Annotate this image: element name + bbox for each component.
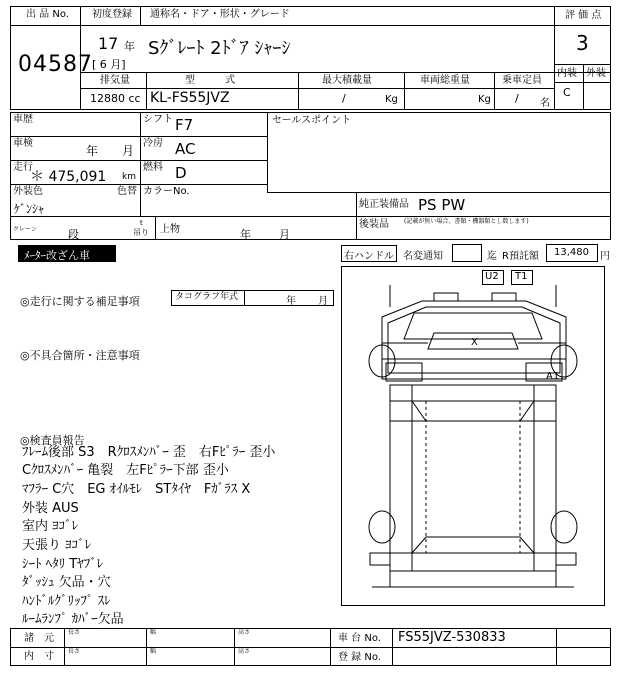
lot-no-label: 出 品 No. [26,9,69,20]
exterior-color-value: ｹﾞﾝｼｬ [14,202,45,216]
damage-mark-x: X [471,337,478,348]
aftermarket-note: (記載が無い場合、書類・機器類とし数します) [404,218,529,225]
chassis-no-label: 車 台 No. [338,633,381,644]
mileage-value: ＊ 475,091 [30,169,107,185]
mileage-unit: km [122,172,136,182]
crane-lift: 吊り [133,228,149,237]
inspection-month: 月 [122,144,135,158]
exterior-label: 外装 [586,68,606,79]
interior-label: 内装 [557,68,577,79]
vehicle-name-label: 通称名・ドア・形状・グレード [150,9,290,20]
deadline-label: 迄 [487,251,497,262]
fuel-value: D [175,164,187,182]
odometer-tampered-text: ﾒｰﾀｰ改ざん車 [24,249,90,262]
shift-value: F7 [175,116,194,134]
driving-notes-title: ◎走行に関する補足事項 [20,295,140,308]
inspection-year: 年 [86,144,99,158]
truck-outline-drawing [342,267,604,605]
capacity-value: / [515,92,519,105]
sales-point-label: セールスポイント [272,115,352,126]
year-unit: 年 [124,40,135,53]
crane-label: クレーン [13,226,37,233]
u2-mark: U2 [485,271,499,282]
vehicle-name: Sｸﾞﾚｰﾄ 2ﾄﾞｱ ｼｬｰｼ [148,38,291,59]
report-line: ﾙｰﾑﾗﾝﾌﾟ ｶﾊﾞｰ欠品 [22,612,124,627]
tachograph-month: 月 [318,296,328,307]
interior-width-label: 幅 [150,648,157,655]
tachograph-year: 年 [286,296,296,307]
max-load-label: 最大積載量 [322,75,372,86]
capacity-label: 乗車定員 [502,75,542,86]
report-line: 室内 ﾖｺﾞﾚ [22,519,79,534]
interior-length-label: 長さ [68,648,81,655]
max-load-unit: Kg [385,94,398,105]
fuel-label: 燃料 [143,162,163,173]
crane-t: t [140,219,143,227]
registration-no-label: 登 録 No. [338,652,381,663]
dimensions-label: 諸 元 [24,633,54,644]
width-label: 幅 [150,629,157,636]
body-year: 年 [240,228,251,241]
report-line: ﾊﾝﾄﾞﾙｸﾞﾘｯﾌﾟ ｽﾚ [22,594,111,609]
model-label: 型 式 [185,75,235,86]
equipment-value: PS PW [418,196,466,214]
chassis-no-value: FS55JVZ-530833 [398,630,506,645]
capacity-unit: 名 [540,98,550,109]
mileage-label: 走行 [13,162,33,173]
gross-weight-label: 車両総重量 [420,75,470,86]
recycle-deposit-label: R預託額 [502,251,539,262]
report-line: ﾀﾞｯｼｭ 欠品・穴 [22,575,111,590]
ac-label: 冷房 [143,138,163,149]
rhd-label: 右ハンドル [344,251,394,262]
history-label: 車歴 [13,114,33,125]
interior-grade: C [563,86,571,99]
report-line: ﾌﾚｰﾑ後部 S3 Rｸﾛｽﾒﾝﾊﾞｰ 歪 右Fﾋﾟﾗｰ 歪小 [22,445,276,460]
recycle-unit: 円 [600,251,610,262]
inspector-report-title: ◎検査員報告 [20,434,85,447]
model-value: KL-FS55JVZ [150,90,230,106]
first-registration-month: [ 6 月] [92,58,126,71]
name-change-label: 名変通知 [403,251,443,262]
t1-mark: T1 [515,271,528,282]
shift-label: シフト [143,114,173,125]
report-line: 外装 AUS [22,501,79,516]
name-change-box [452,244,482,262]
lot-number: 04587 [18,52,93,77]
score-label: 評 価 点 [565,10,602,21]
length-label: 長さ [68,629,81,636]
displacement-label: 排気量 [100,75,130,86]
color-change-label: 色替 [117,186,137,197]
report-line: Cｸﾛｽﾒﾝﾊﾞｰ 亀裂 左Fﾋﾟﾗｰ下部 歪小 [22,463,229,478]
first-registration-year: 17 [98,34,119,53]
report-line: ｼｰﾄ ﾍﾀﾘ Tﾔﾌﾞﾚ [22,557,104,572]
report-line: ﾏﾌﾗｰ C穴 EG ｵｲﾙﾓﾚ STﾀｲﾔ Fｶﾞﾗｽ X [22,482,251,497]
interior-dims-label: 内 寸 [24,651,54,662]
color-no-label: カラーNo. [143,186,190,197]
vehicle-diagram [341,266,605,606]
report-line: 天張り ﾖｺﾞﾚ [22,538,92,553]
score-value: 3 [576,31,589,55]
defects-title: ◎不具合箇所・注意事項 [20,349,140,362]
exterior-color-label: 外装色 [13,186,43,197]
interior-height-label: 高さ [238,648,251,655]
tachograph-label: タコグラフ年式 [175,292,239,302]
body-month: 月 [279,228,290,241]
aftermarket-label: 後装品 [359,219,389,230]
inspection-label: 車検 [13,138,33,149]
first-registration-label: 初度登録 [92,9,132,20]
crane-stage: 段 [68,228,79,241]
max-load-value: / [342,92,346,105]
displacement-value: 12880 cc [90,92,141,105]
equipment-label: 純正装備品 [359,199,409,210]
ac-value: AC [175,140,196,158]
body-label: 上物 [160,224,180,235]
gross-weight-unit: Kg [478,94,491,105]
height-label: 高さ [238,629,251,636]
recycle-amount: 13,480 [554,247,589,258]
damage-mark-a1: A1 [546,371,560,382]
